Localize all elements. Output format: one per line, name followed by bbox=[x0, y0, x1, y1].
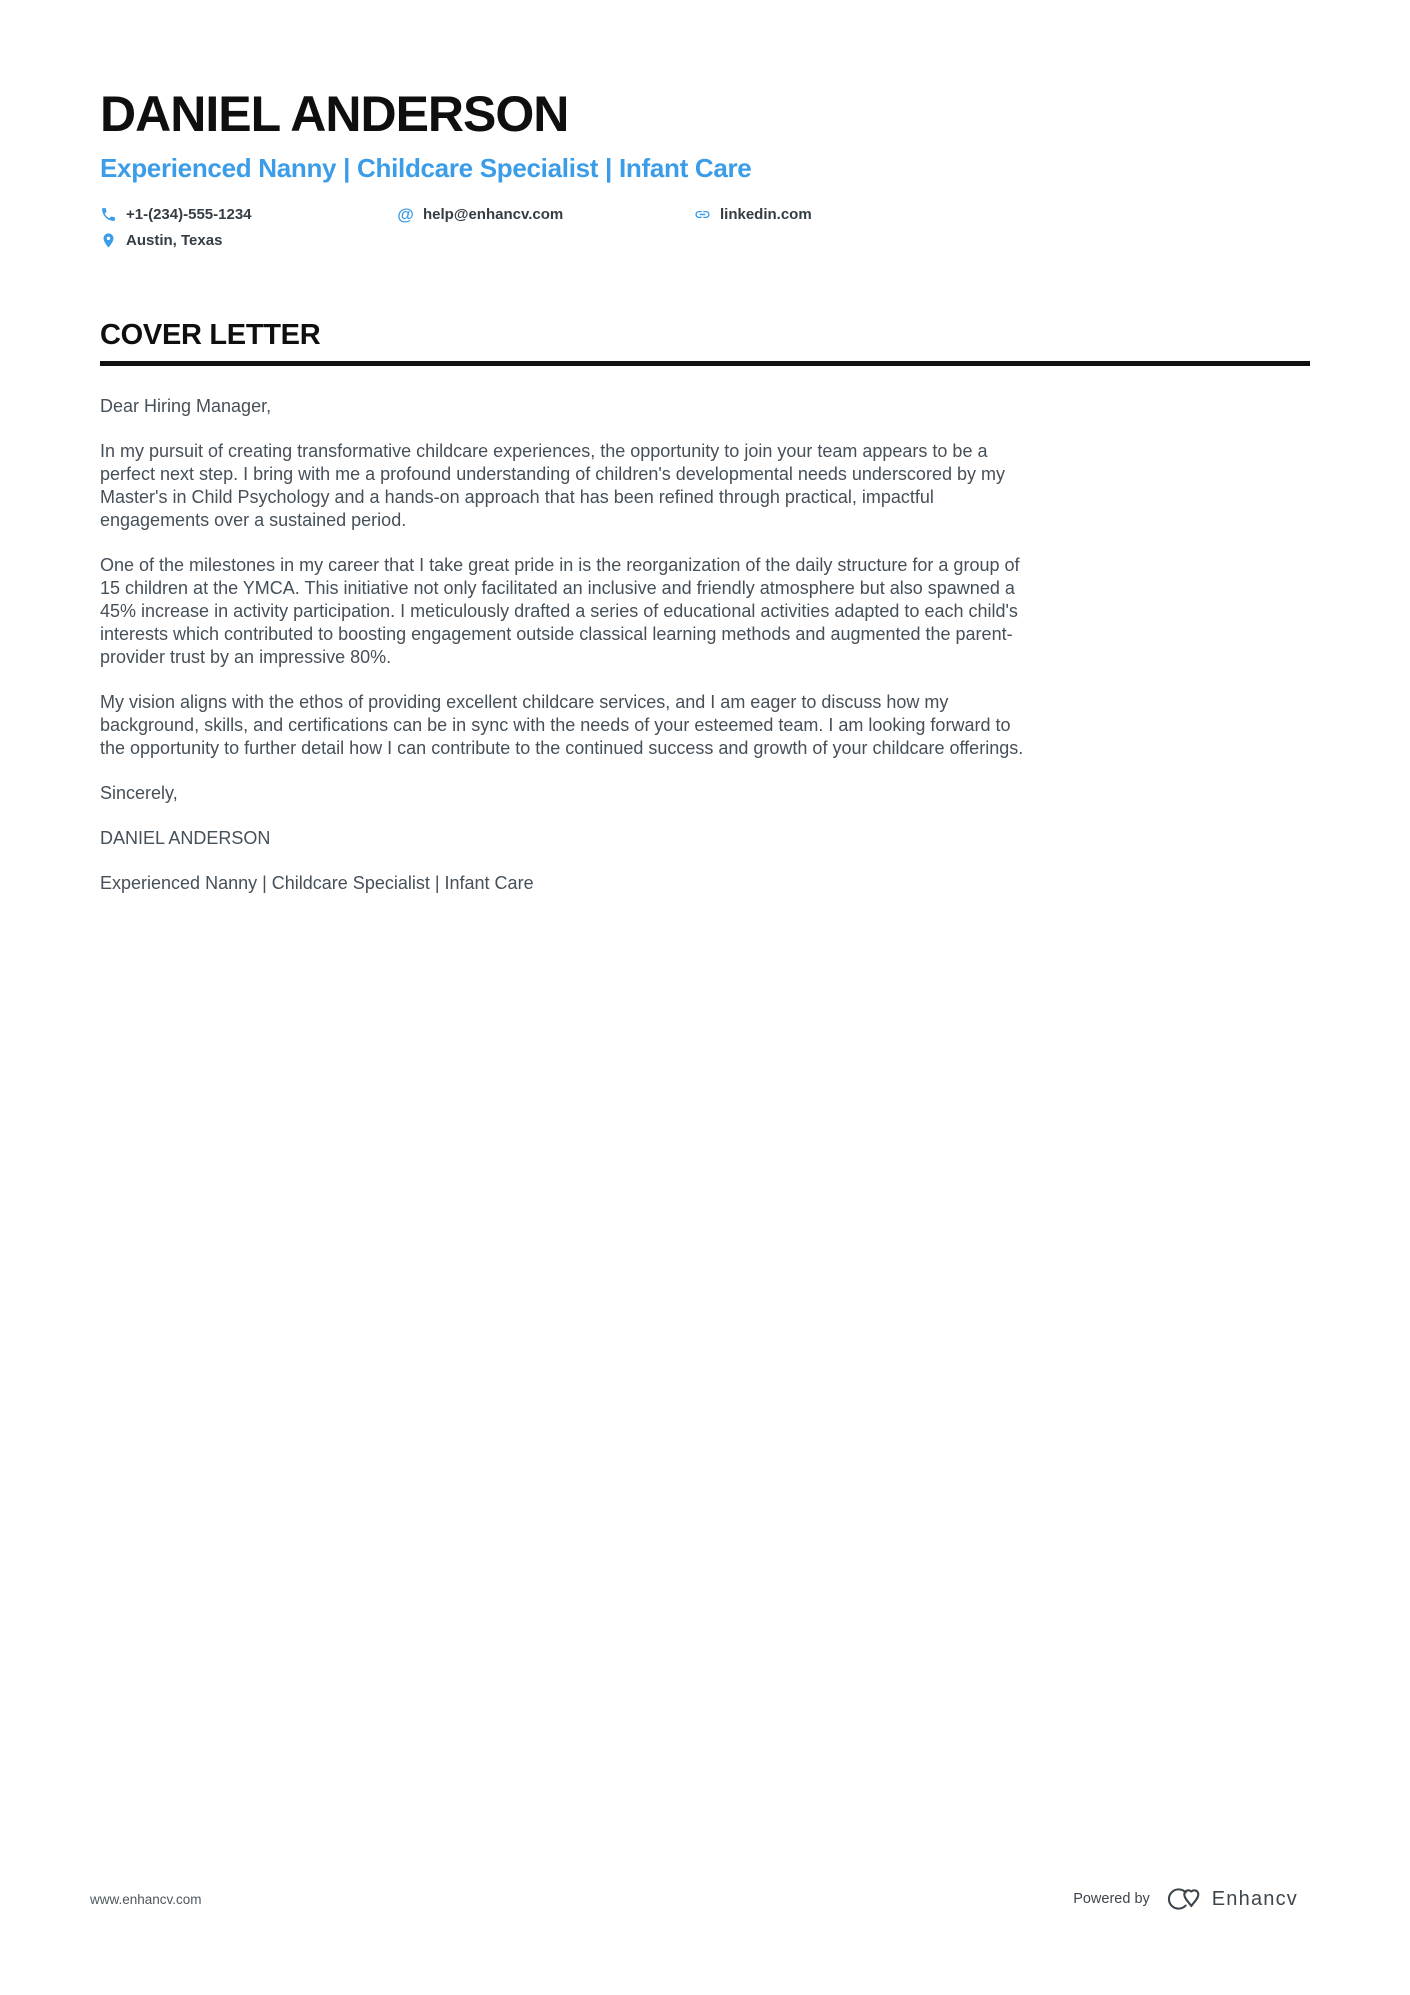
footer bbox=[90, 1885, 1298, 1913]
location-icon bbox=[100, 232, 117, 249]
salutation: Dear Hiring Manager, bbox=[100, 396, 272, 416]
letter-paragraph: My vision aligns with the ethos of providing excellent childcare services, and I am eager to discuss how my background, skills, and certifications can be in sync with the needs of your esteemed team. I am looking forward to the opportunity to further detail how I can contribute to the continued success and growth of your childcare offerings. bbox=[100, 692, 1024, 758]
contact-email[interactable] bbox=[397, 206, 694, 223]
powered-by-label: Powered by bbox=[1073, 1891, 1150, 1907]
cover-letter-section bbox=[100, 319, 1310, 895]
contact-location bbox=[100, 232, 397, 249]
contact-phone[interactable] bbox=[100, 206, 397, 223]
contact-info bbox=[100, 206, 1310, 249]
phone-number: +1-(234)-555-1234 bbox=[126, 206, 252, 223]
letter-body bbox=[100, 395, 1040, 895]
brand-lockup bbox=[1162, 1885, 1298, 1913]
link-icon bbox=[694, 206, 711, 223]
letter-paragraph: In my pursuit of creating transformative childcare experiences, the opportunity to join your team appears to be a perfect next step. I bring with me a profound understanding of children's developmental needs underscored by my Master's in Child Psychology and a hands-on approach that has been refined through practical, impactful engagements over a sustained period. bbox=[100, 441, 1005, 530]
phone-icon bbox=[100, 206, 117, 223]
website-link[interactable]: www.enhancv.com bbox=[90, 1891, 202, 1907]
email-address: help@enhancv.com bbox=[423, 206, 564, 223]
at-icon: @ bbox=[397, 205, 414, 224]
section-heading: COVER LETTER bbox=[100, 319, 1310, 366]
job-title: Experienced Nanny | Childcare Specialist | Infant Care bbox=[100, 153, 752, 183]
closing: Sincerely, bbox=[100, 783, 178, 803]
enhancv-logo-icon bbox=[1162, 1885, 1204, 1913]
header bbox=[100, 88, 1310, 249]
cover-letter-page bbox=[0, 0, 1410, 895]
linkedin-url: linkedin.com bbox=[720, 206, 812, 223]
powered-by[interactable] bbox=[1073, 1885, 1298, 1913]
person-name: DANIEL ANDERSON bbox=[100, 86, 569, 142]
location-text: Austin, Texas bbox=[126, 232, 223, 249]
brand-name: Enhancv bbox=[1211, 1887, 1298, 1910]
signature-title: Experienced Nanny | Childcare Specialist | Infant Care bbox=[100, 873, 534, 893]
contact-linkedin[interactable] bbox=[694, 206, 1310, 223]
letter-paragraph: One of the milestones in my career that I take great pride in is the reorganization of the daily structure for a group of 15 children at the YMCA. This initiative not only facilitated an inclusive and friendly atmosphere but also spawned a 45% increase in activity participation. I meticulously drafted a series of educational activities adapted to each child's interests which contributed to boosting engagement outside classical learning methods and augmented the parent-provider trust by an impressive 80%. bbox=[100, 555, 1020, 667]
signature-name: DANIEL ANDERSON bbox=[100, 828, 271, 848]
